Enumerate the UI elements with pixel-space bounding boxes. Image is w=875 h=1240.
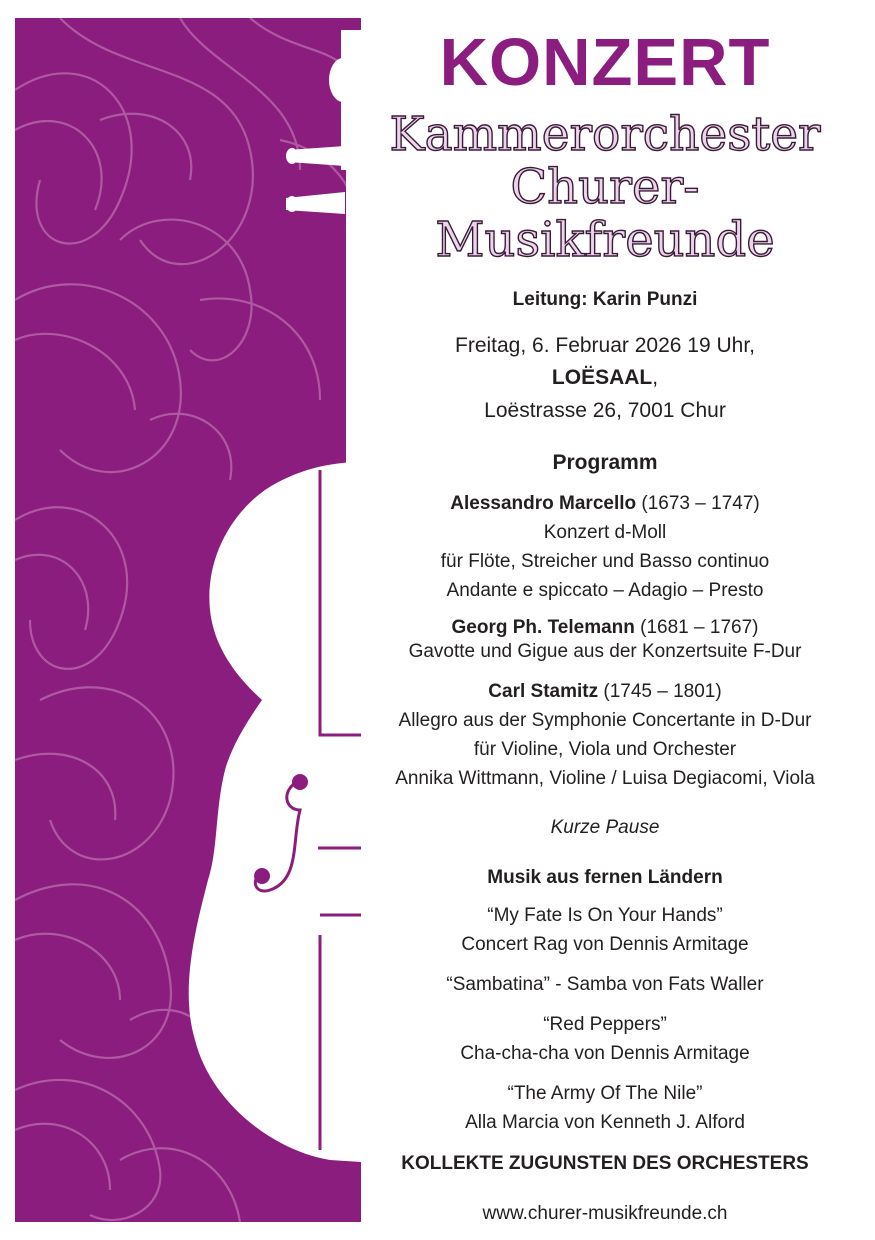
orchestra-name-line-1: Kammerorchester <box>389 107 821 162</box>
conductor: Leitung: Karin Punzi <box>512 289 698 310</box>
event-venue <box>360 364 850 392</box>
website-link[interactable]: www.churer-musikfreunde.ch <box>482 1203 728 1224</box>
orchestra-name-line-3: Musikfreunde <box>435 212 775 268</box>
piece-3-line: Annika Wittmann, Violine / Luisa Degiacomi, Viola <box>395 768 815 789</box>
composer-years: (1745 – 1801) <box>598 681 722 702</box>
konzert-title: KONZERT <box>439 25 771 100</box>
piece-2-line: Gavotte und Gigue aus der Konzertsuite F-Dur <box>408 641 802 662</box>
intermission: Kurze Pause <box>550 817 660 838</box>
venue-comma: , <box>652 366 659 389</box>
piece-3-line: für Violine, Viola und Orchester <box>473 739 737 760</box>
section-2-line: “Sambatina” - Samba von Fats Waller <box>446 974 764 995</box>
f-hole-bottom <box>254 868 270 884</box>
section-2-title: Musik aus fernen Ländern <box>487 867 723 888</box>
event-date: Freitag, 6. Februar 2026 19 Uhr, <box>455 334 755 357</box>
section-2-line: “My Fate Is On Your Hands” <box>487 905 723 926</box>
composer-name: Alessandro Marcello <box>450 493 637 514</box>
piece-3-heading <box>360 680 850 704</box>
program-title: Programm <box>552 451 658 474</box>
orchestra-name-line-2: Churer- <box>510 159 700 215</box>
piece-3-line: Allegro aus der Symphonie Concertante in D-Dur <box>398 710 812 731</box>
composer-name: Georg Ph. Telemann <box>451 617 635 638</box>
venue-name: LOËSAAL <box>551 366 653 389</box>
section-2-line: Alla Marcia von Kenneth J. Alford <box>465 1112 745 1133</box>
event-address: Loëstrasse 26, 7001 Chur <box>484 399 726 422</box>
composer-name: Carl Stamitz <box>488 681 599 702</box>
piece-1-line: für Flöte, Streicher und Basso continuo <box>440 551 770 572</box>
section-2-line: Concert Rag von Dennis Armitage <box>461 934 749 955</box>
composer-years: (1681 – 1767) <box>634 617 759 638</box>
piece-1-line: Andante e spiccato – Adagio – Presto <box>446 580 764 601</box>
f-hole-top <box>292 774 308 790</box>
collection-notice: KOLLEKTE ZUGUNSTEN DES ORCHESTERS <box>401 1153 809 1174</box>
section-2-line: “Red Peppers” <box>543 1014 667 1035</box>
piece-1-heading <box>360 492 850 516</box>
piece-2-heading <box>360 616 850 640</box>
piece-1-line: Konzert d-Moll <box>543 522 667 543</box>
composer-years: (1673 – 1747) <box>636 493 760 514</box>
section-2-line: Cha-cha-cha von Dennis Armitage <box>460 1043 750 1064</box>
section-2-line: “The Army Of The Nile” <box>507 1083 703 1104</box>
